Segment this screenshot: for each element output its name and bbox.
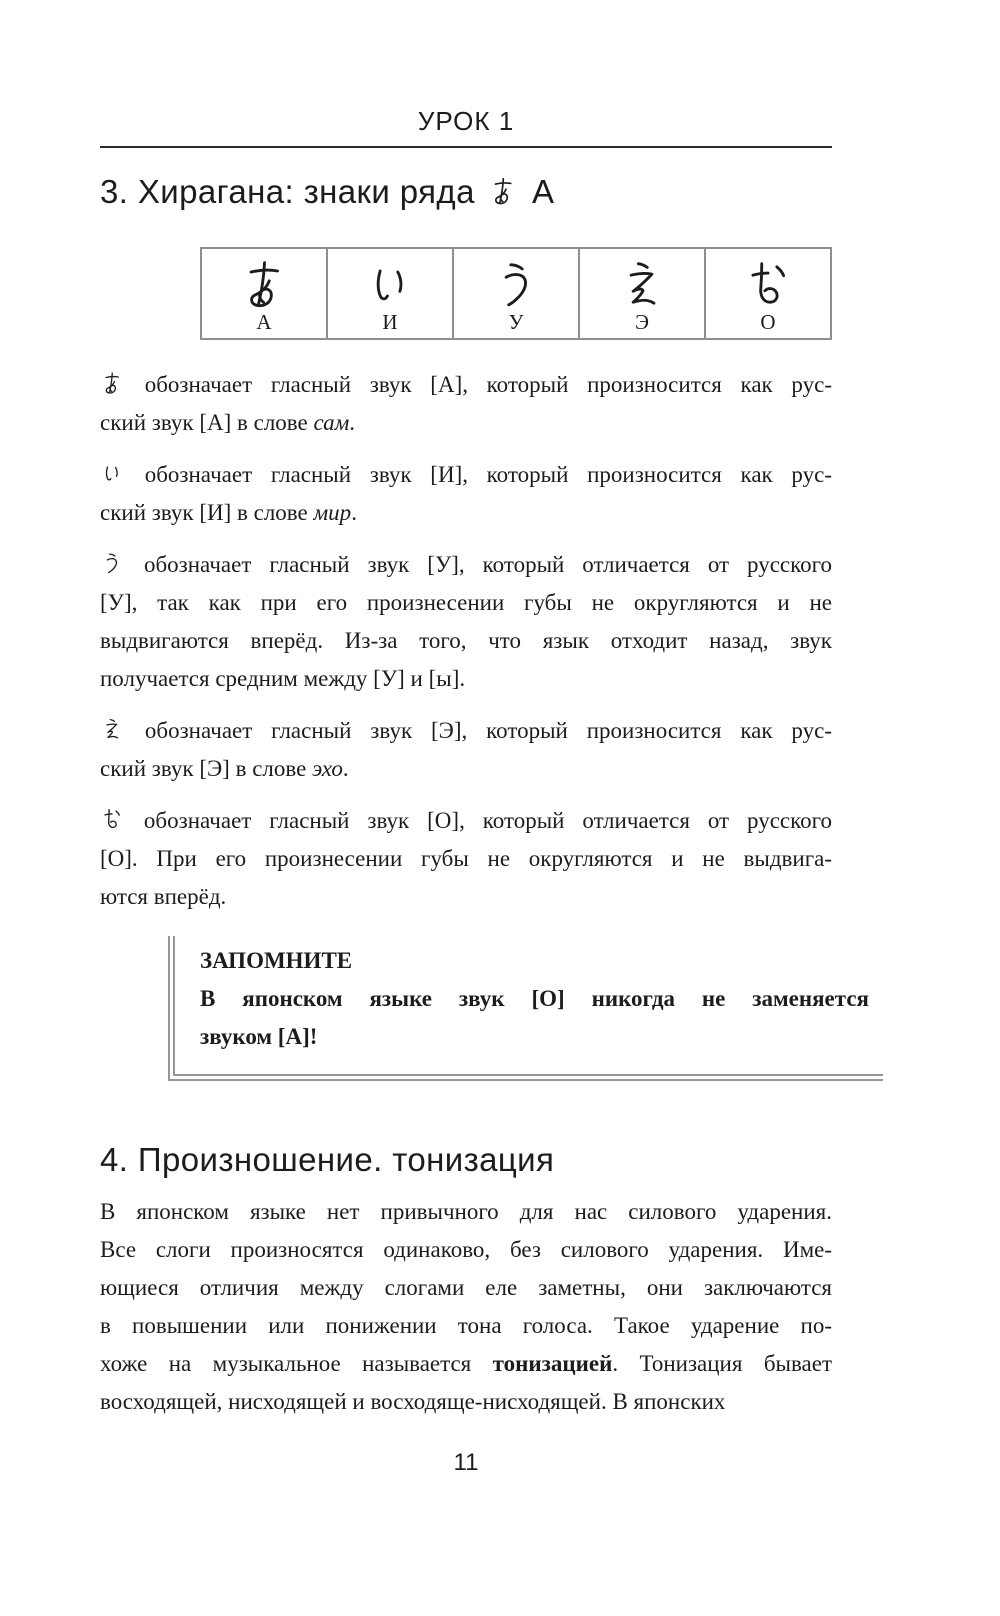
kana-cell-u: [452, 249, 578, 338]
text-run: эхо: [312, 756, 343, 781]
text-run: в повышении или понижении тона голоса. Такое ударение по-: [100, 1313, 832, 1338]
text-run: хоже на музыкальное называется: [100, 1351, 493, 1376]
text-line: [100, 840, 832, 878]
paragraph-a: [100, 366, 832, 442]
kana-cell-a: [202, 249, 326, 338]
paragraph-tonization: [100, 1193, 832, 1421]
page-number: 11: [453, 1449, 479, 1476]
text-line: [100, 802, 832, 840]
lesson-header: УРОК 1: [417, 106, 515, 136]
text-line: [100, 1193, 832, 1231]
text-line: [100, 1345, 832, 1383]
text-line: [100, 404, 832, 442]
text-run: получается средним между [У] и [ы].: [100, 666, 466, 691]
text-line: [100, 456, 832, 494]
text-run: .: [351, 500, 357, 525]
text-run: ский звук [Э] в слове: [100, 756, 313, 781]
memo-box: [168, 936, 883, 1081]
paragraph-o: [100, 802, 832, 916]
hiragana-u-icon: [490, 258, 542, 310]
text-line: [100, 660, 832, 698]
kana-cell-i: [326, 249, 452, 338]
memo-body: [200, 980, 869, 1056]
text-run: В японском языке звук [О] никогда не заменяется: [200, 986, 869, 1011]
text-run: восходящей, нисходящей и восходяще-нисходящей. В японских: [100, 1389, 726, 1414]
text-line: [100, 546, 832, 584]
hiragana-e-icon: [616, 258, 668, 310]
kana-cell-o: [704, 249, 830, 338]
hiragana-i-icon: [364, 258, 416, 310]
hiragana-o-icon: [742, 258, 794, 310]
text-run: Все слоги произносятся одинаково, без силового ударения. Име-: [100, 1237, 832, 1262]
hiragana-a-icon: [488, 175, 518, 207]
hiragana-a-icon: [100, 371, 124, 395]
text-run: [У], так как при его произнесении губы не округляются и не: [100, 590, 832, 615]
hiragana-o-icon: [100, 807, 124, 831]
hiragana-a-icon: [238, 258, 290, 310]
memo-title: ЗАПОМНИТЕ: [200, 948, 353, 973]
section-3-heading-text: 3. Хирагана: знаки ряда: [100, 173, 475, 210]
hiragana-i-icon: [100, 461, 124, 485]
header-rule: [100, 146, 832, 148]
text-line: [100, 712, 832, 750]
text-run: обозначает гласный звук [У], который отличается от русского: [126, 552, 832, 577]
section-3-heading: [100, 173, 832, 211]
text-line: [100, 750, 832, 788]
text-run: ский звук [И] в слове: [100, 500, 314, 525]
text-line: [100, 494, 832, 532]
text-run: тонизацией: [492, 1351, 613, 1376]
kana-label: О: [760, 310, 776, 334]
text-run: .: [349, 410, 356, 435]
text-run: обозначает гласный звук [О], который отличается от русского: [126, 808, 832, 833]
paragraph-u: [100, 546, 832, 698]
text-line: [100, 1269, 832, 1307]
text-run: ющиеся отличия между слогами еле заметны, они заключаются: [100, 1275, 832, 1300]
text-line: [100, 622, 832, 660]
text-line: [200, 1018, 869, 1056]
text-run: .: [342, 756, 349, 781]
paragraph-i: [100, 456, 832, 532]
text-run: сам: [313, 410, 350, 435]
text-run: обозначает гласный звук [А], который произносится как рус-: [126, 372, 832, 397]
kana-label: А: [256, 310, 272, 334]
paragraph-e: [100, 712, 832, 788]
text-column: [100, 0, 869, 1477]
text-run: мир: [313, 500, 352, 525]
hiragana-u-icon: [100, 551, 124, 575]
kana-cell-e: [578, 249, 704, 338]
text-run: [О]. При его произнесении губы не округляются и не выдвига-: [100, 846, 832, 871]
text-line: [100, 584, 832, 622]
text-run: звуком [А]!: [200, 1024, 318, 1049]
text-run: . Тонизация бывает: [612, 1351, 833, 1376]
text-line: [100, 1383, 832, 1421]
kana-label: У: [508, 310, 524, 334]
section-3-heading-letter: А: [531, 173, 555, 210]
text-line: [100, 1231, 832, 1269]
text-run: обозначает гласный звук [Э], который произносится как рус-: [126, 718, 832, 743]
text-line: [100, 1307, 832, 1345]
text-line: [200, 980, 869, 1018]
text-line: [100, 878, 832, 916]
hiragana-table: [200, 247, 832, 340]
kana-label: И: [382, 310, 398, 334]
text-run: выдвигаются вперёд. Из-за того, что язык отходит назад, звук: [100, 628, 832, 653]
kana-label: Э: [635, 310, 649, 334]
text-run: обозначает гласный звук [И], который произносится как рус-: [126, 462, 832, 487]
text-run: В японском языке нет привычного для нас силового ударения.: [100, 1199, 832, 1224]
hiragana-e-icon: [100, 717, 124, 741]
section-4-heading: 4. Произношение. тонизация: [100, 1141, 555, 1178]
text-run: ский звук [А] в слове: [100, 410, 314, 435]
text-line: [100, 366, 832, 404]
text-run: ются вперёд.: [100, 884, 227, 909]
